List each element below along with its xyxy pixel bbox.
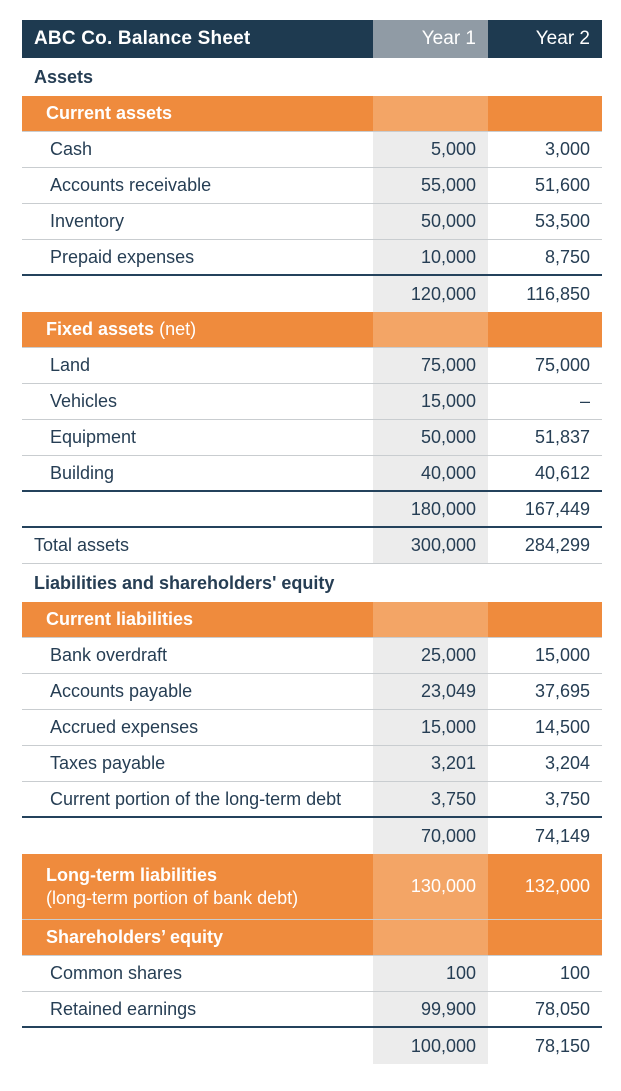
year1-value: 300,000 bbox=[410, 535, 476, 555]
row-label: Building bbox=[50, 462, 115, 483]
year2-value: 8,750 bbox=[544, 246, 590, 267]
year2-value: 15,000 bbox=[534, 645, 590, 665]
item-row bbox=[22, 348, 602, 384]
year1-cell bbox=[373, 674, 488, 709]
year1-cell bbox=[373, 956, 488, 991]
section-label: Assets bbox=[34, 66, 94, 87]
year1-value: 25,000 bbox=[420, 645, 476, 665]
year1-value: 180,000 bbox=[410, 498, 476, 519]
year2-value: 3,750 bbox=[544, 788, 590, 809]
table-title: ABC Co. Balance Sheet bbox=[34, 28, 251, 49]
year2-cell bbox=[488, 992, 602, 1026]
year1-cell bbox=[373, 818, 488, 854]
title-row bbox=[22, 20, 602, 58]
year1-cell bbox=[373, 384, 488, 419]
year2-value: – bbox=[579, 391, 590, 411]
year1-value: 55,000 bbox=[420, 175, 476, 195]
item-row bbox=[22, 240, 602, 276]
year2-value: 51,837 bbox=[534, 427, 590, 447]
year1-cell bbox=[373, 854, 488, 919]
group-header-values-row bbox=[22, 854, 602, 920]
year1-value: 15,000 bbox=[420, 717, 476, 737]
year1-value: 3,201 bbox=[430, 753, 476, 773]
group-note: (net) bbox=[159, 319, 197, 339]
group-header-row bbox=[22, 920, 602, 956]
year1-value: 75,000 bbox=[420, 355, 476, 375]
year2-value: 3,000 bbox=[544, 139, 590, 159]
year1-cell bbox=[373, 638, 488, 673]
year2-cell bbox=[488, 674, 602, 709]
row-label: Prepaid expenses bbox=[50, 246, 195, 267]
year2-cell bbox=[488, 384, 602, 419]
year2-value: 284,299 bbox=[524, 535, 590, 555]
year1-value: 70,000 bbox=[420, 825, 476, 846]
year2-cell bbox=[488, 456, 602, 490]
item-row bbox=[22, 132, 602, 168]
group-header-row bbox=[22, 312, 602, 348]
year2-cell bbox=[488, 854, 602, 919]
year2-value: 51,600 bbox=[534, 175, 590, 195]
year2-cell bbox=[488, 492, 602, 526]
group-header-row bbox=[22, 602, 602, 638]
row-label bbox=[22, 103, 373, 124]
year2-value: 74,149 bbox=[534, 825, 590, 846]
year1-value: 50,000 bbox=[420, 427, 476, 447]
year2-cell bbox=[488, 420, 602, 455]
year1-cell bbox=[373, 1028, 488, 1064]
year2-cell bbox=[488, 602, 602, 637]
row-label: Bank overdraft bbox=[50, 645, 168, 665]
year1-value: 99,900 bbox=[420, 998, 476, 1019]
year1-cell bbox=[373, 96, 488, 131]
year1-value: 40,000 bbox=[420, 462, 476, 483]
year1-value: 10,000 bbox=[420, 246, 476, 267]
year1-value: 23,049 bbox=[420, 681, 476, 701]
year2-value: 53,500 bbox=[534, 211, 590, 231]
year1-cell bbox=[373, 920, 488, 955]
year1-cell bbox=[373, 528, 488, 563]
year1-cell bbox=[373, 240, 488, 274]
year1-cell bbox=[373, 602, 488, 637]
group-label: Long-term liabilities bbox=[46, 865, 218, 885]
year2-value: 116,850 bbox=[526, 283, 590, 304]
group-label: Current liabilities bbox=[46, 609, 194, 629]
item-row bbox=[22, 746, 602, 782]
row-label: Accounts payable bbox=[50, 681, 193, 701]
year1-cell bbox=[373, 782, 488, 816]
section-label: Liabilities and shareholders' equity bbox=[34, 572, 335, 593]
row-label: Land bbox=[50, 355, 91, 375]
row-label: Current portion of the long-term debt bbox=[50, 788, 342, 809]
year1-cell bbox=[373, 132, 488, 167]
year2-cell bbox=[488, 96, 602, 131]
row-label: Inventory bbox=[50, 211, 125, 231]
year1-value: 100,000 bbox=[410, 1035, 476, 1056]
year2-column-header: Year 2 bbox=[488, 20, 602, 58]
year2-cell bbox=[488, 956, 602, 991]
year2-cell bbox=[488, 528, 602, 563]
year2-value: 75,000 bbox=[534, 355, 590, 375]
section-label-row bbox=[22, 564, 602, 602]
year2-value: 78,150 bbox=[534, 1035, 590, 1056]
subtotal-row bbox=[22, 1028, 602, 1064]
year1-value: 15,000 bbox=[420, 391, 476, 411]
row-label bbox=[22, 319, 373, 340]
row-label bbox=[22, 927, 373, 948]
year1-cell bbox=[373, 746, 488, 781]
year1-value: 3,750 bbox=[430, 788, 476, 809]
year1-cell bbox=[373, 348, 488, 383]
row-label: Equipment bbox=[50, 427, 137, 447]
year2-cell bbox=[488, 312, 602, 347]
subtotal-row bbox=[22, 818, 602, 854]
item-row bbox=[22, 420, 602, 456]
group-note: (long-term portion of bank debt) bbox=[46, 887, 299, 908]
year2-value: 37,695 bbox=[534, 681, 590, 701]
year2-cell bbox=[488, 204, 602, 239]
year1-cell bbox=[373, 204, 488, 239]
item-row bbox=[22, 204, 602, 240]
item-row bbox=[22, 782, 602, 818]
group-label: Fixed assets bbox=[46, 319, 155, 339]
item-row bbox=[22, 992, 602, 1028]
year1-cell bbox=[373, 456, 488, 490]
year2-value: 40,612 bbox=[534, 462, 590, 483]
year1-column-header: Year 1 bbox=[373, 20, 488, 58]
item-row bbox=[22, 638, 602, 674]
year2-cell bbox=[488, 1028, 602, 1064]
row-label: Vehicles bbox=[50, 391, 118, 411]
year2-cell bbox=[488, 348, 602, 383]
year2-value: 78,050 bbox=[534, 998, 590, 1019]
year2-cell bbox=[488, 710, 602, 745]
year2-value: 3,204 bbox=[544, 753, 590, 773]
year2-cell bbox=[488, 782, 602, 816]
year2-cell bbox=[488, 920, 602, 955]
section-label-row bbox=[22, 58, 602, 96]
row-label: Accounts receivable bbox=[50, 175, 212, 195]
rows-container bbox=[22, 58, 602, 1064]
item-row bbox=[22, 456, 602, 492]
year1-value: 5,000 bbox=[430, 139, 476, 159]
year2-value: 167,449 bbox=[524, 498, 590, 519]
year1-cell bbox=[373, 492, 488, 526]
year2-cell bbox=[488, 818, 602, 854]
row-label: Common shares bbox=[50, 963, 183, 983]
row-label: Retained earnings bbox=[50, 998, 197, 1019]
year1-cell bbox=[373, 312, 488, 347]
row-label: Total assets bbox=[34, 535, 130, 555]
year2-cell bbox=[488, 132, 602, 167]
year1-cell bbox=[373, 168, 488, 203]
year1-value: 130,000 bbox=[410, 876, 476, 896]
year1-value: 50,000 bbox=[420, 211, 476, 231]
group-header-row bbox=[22, 96, 602, 132]
item-row bbox=[22, 674, 602, 710]
subtotal-row bbox=[22, 492, 602, 528]
group-label: Shareholders’ equity bbox=[46, 927, 224, 947]
row-label: Cash bbox=[50, 139, 93, 159]
year2-value: 14,500 bbox=[534, 717, 590, 737]
year1-cell bbox=[373, 276, 488, 312]
item-row bbox=[22, 956, 602, 992]
year2-cell bbox=[488, 276, 602, 312]
subtotal-row bbox=[22, 276, 602, 312]
item-row bbox=[22, 168, 602, 204]
year1-cell bbox=[373, 420, 488, 455]
item-row bbox=[22, 384, 602, 420]
year1-value: 120,000 bbox=[410, 283, 476, 304]
year2-cell bbox=[488, 746, 602, 781]
row-label: Accrued expenses bbox=[50, 717, 199, 737]
row-label bbox=[22, 864, 373, 909]
year2-value: 132,000 bbox=[524, 876, 590, 896]
row-label bbox=[22, 609, 373, 630]
year2-cell bbox=[488, 168, 602, 203]
year2-cell bbox=[488, 240, 602, 274]
year2-cell bbox=[488, 638, 602, 673]
total-row bbox=[22, 528, 602, 564]
year1-cell bbox=[373, 992, 488, 1026]
year2-value: 100 bbox=[559, 963, 590, 983]
year1-cell bbox=[373, 710, 488, 745]
year1-value: 100 bbox=[445, 963, 476, 983]
row-label: Taxes payable bbox=[50, 753, 166, 773]
balance-sheet-table bbox=[22, 20, 602, 1064]
group-label: Current assets bbox=[46, 103, 173, 123]
item-row bbox=[22, 710, 602, 746]
